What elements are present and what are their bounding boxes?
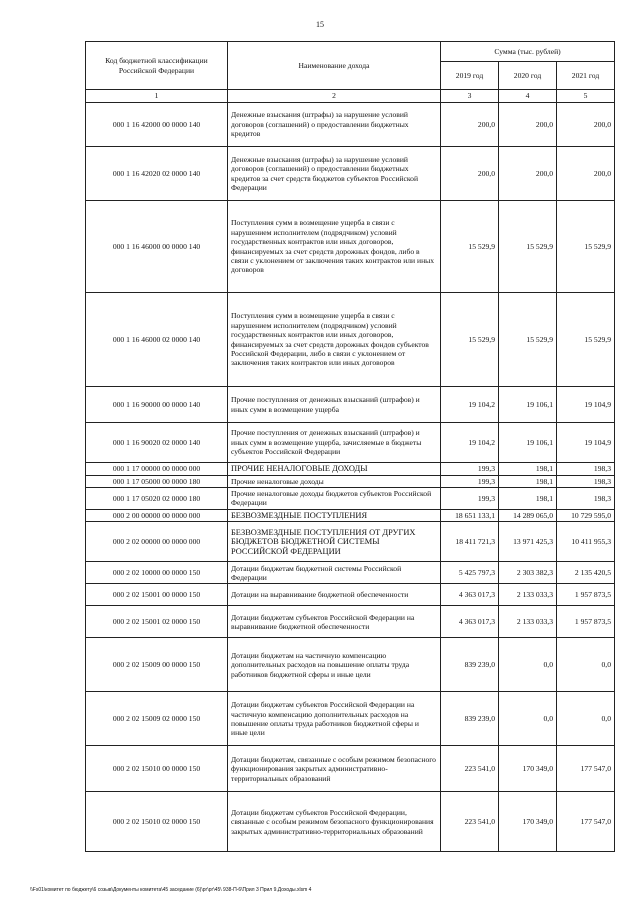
amount-2019-cell: 15 529,9 (441, 201, 499, 293)
budget-code-cell: 000 1 17 05000 00 0000 180 (86, 475, 228, 487)
amount-2021-cell: 10 729 595,0 (557, 509, 615, 522)
revenue-name-cell: Дотации бюджетам, связанные с особым режимом безопасного функционирования закрытых административно-территориальных образований (228, 746, 441, 792)
table-row (86, 475, 615, 487)
amount-2019-cell: 18 411 721,3 (441, 522, 499, 562)
amount-2021-cell: 19 104,9 (557, 387, 615, 423)
budget-code-cell: 000 2 02 15009 02 0000 150 (86, 692, 228, 746)
column-index: 3 (441, 90, 499, 103)
budget-code-cell: 000 1 17 00000 00 0000 000 (86, 463, 228, 476)
amount-2020-cell: 15 529,9 (499, 201, 557, 293)
amount-2021-cell: 1 957 873,5 (557, 584, 615, 606)
amount-2019-cell: 4 363 017,3 (441, 584, 499, 606)
amount-2020-cell: 200,0 (499, 147, 557, 201)
amount-2019-cell: 839 239,0 (441, 692, 499, 746)
amount-2020-cell: 200,0 (499, 103, 557, 147)
budget-code-cell: 000 2 02 15009 00 0000 150 (86, 638, 228, 692)
table-row (86, 792, 615, 852)
budget-code-cell: 000 2 02 15001 00 0000 150 (86, 584, 228, 606)
amount-2020-cell: 13 971 425,3 (499, 522, 557, 562)
amount-2021-cell: 1 957 873,5 (557, 606, 615, 638)
table-row (86, 584, 615, 606)
amount-2021-cell: 200,0 (557, 147, 615, 201)
amount-2019-cell: 19 104,2 (441, 387, 499, 423)
revenue-name-cell: Денежные взыскания (штрафы) за нарушение условий договоров (соглашений) о предоставлении бюджетных кредитов за счет средств бюджетов субъектов Российской Федерации (228, 147, 441, 201)
revenue-name-cell: БЕЗВОЗМЕЗДНЫЕ ПОСТУПЛЕНИЯ (228, 509, 441, 522)
amount-2021-cell: 177 547,0 (557, 792, 615, 852)
budget-code-cell: 000 1 16 46000 02 0000 140 (86, 293, 228, 387)
budget-code-cell: 000 1 16 90000 00 0000 140 (86, 387, 228, 423)
amount-2019-cell: 4 363 017,3 (441, 606, 499, 638)
amount-2020-cell: 0,0 (499, 638, 557, 692)
table-row (86, 746, 615, 792)
amount-2020-cell: 170 349,0 (499, 792, 557, 852)
budget-code-cell: 000 2 02 00000 00 0000 000 (86, 522, 228, 562)
revenue-name-cell: Дотации бюджетам субъектов Российской Федерации, связанные с особым режимом безопасного функционирования закрытых административно-территориальных образований (228, 792, 441, 852)
header-year-2021: 2021 год (557, 62, 615, 90)
revenue-name-cell: Денежные взыскания (штрафы) за нарушение условий договоров (соглашений) о предоставлении бюджетных кредитов (228, 103, 441, 147)
amount-2021-cell: 198,3 (557, 488, 615, 510)
header-code: Код бюджетной классификации Российской Федерации (86, 42, 228, 90)
amount-2019-cell: 5 425 797,3 (441, 562, 499, 584)
table-row (86, 522, 615, 562)
revenue-name-cell: ПРОЧИЕ НЕНАЛОГОВЫЕ ДОХОДЫ (228, 463, 441, 476)
amount-2020-cell: 198,1 (499, 463, 557, 476)
table-row (86, 387, 615, 423)
column-index: 2 (228, 90, 441, 103)
amount-2020-cell: 170 349,0 (499, 746, 557, 792)
revenue-name-cell: БЕЗВОЗМЕЗДНЫЕ ПОСТУПЛЕНИЯ ОТ ДРУГИХ БЮДЖЕТОВ БЮДЖЕТНОЙ СИСТЕМЫ РОССИЙСКОЙ ФЕДЕРАЦИИ (228, 522, 441, 562)
amount-2019-cell: 199,3 (441, 463, 499, 476)
revenue-name-cell: Дотации бюджетам на частичную компенсацию дополнительных расходов на повышение оплаты труда работников бюджетной сферы и иные цели (228, 638, 441, 692)
budget-code-cell: 000 1 16 46000 00 0000 140 (86, 201, 228, 293)
table-row (86, 562, 615, 584)
amount-2020-cell: 2 133 033,3 (499, 584, 557, 606)
amount-2019-cell: 200,0 (441, 103, 499, 147)
header-year-2019: 2019 год (441, 62, 499, 90)
budget-code-cell: 000 1 16 90020 02 0000 140 (86, 423, 228, 463)
column-index: 4 (499, 90, 557, 103)
revenue-name-cell: Поступления сумм в возмещение ущерба в связи с нарушением исполнителем (подрядчиком) условий государственных контрактов или иных договоров, финансируемых за счет средств дорожных фондов субъектов Российской Федерации, либо в связи с уклонением от заключения таких контрактов или иных договоров (228, 293, 441, 387)
amount-2021-cell: 0,0 (557, 692, 615, 746)
budget-code-cell: 000 2 02 15010 02 0000 150 (86, 792, 228, 852)
budget-code-cell: 000 2 02 10000 00 0000 150 (86, 562, 228, 584)
budget-code-cell: 000 2 02 15010 00 0000 150 (86, 746, 228, 792)
budget-code-cell: 000 1 16 42020 02 0000 140 (86, 147, 228, 201)
revenue-name-cell: Дотации бюджетам бюджетной системы Российской Федерации (228, 562, 441, 584)
table-row (86, 201, 615, 293)
amount-2020-cell: 19 106,1 (499, 423, 557, 463)
amount-2019-cell: 200,0 (441, 147, 499, 201)
table-row (86, 103, 615, 147)
amount-2021-cell: 2 135 420,5 (557, 562, 615, 584)
revenue-name-cell: Дотации бюджетам субъектов Российской Федерации на частичную компенсацию дополнительных расходов на повышение оплаты труда работников бюджетной сферы и иные цели (228, 692, 441, 746)
table-row (86, 147, 615, 201)
column-index: 1 (86, 90, 228, 103)
header-sum: Сумма (тыс. рублей) (441, 42, 615, 62)
amount-2019-cell: 839 239,0 (441, 638, 499, 692)
column-index: 5 (557, 90, 615, 103)
amount-2020-cell: 198,1 (499, 475, 557, 487)
revenue-name-cell: Прочие поступления от денежных взысканий (штрафов) и иных сумм в возмещение ущерба (228, 387, 441, 423)
amount-2020-cell: 15 529,9 (499, 293, 557, 387)
header-year-2020: 2020 год (499, 62, 557, 90)
revenue-name-cell: Дотации бюджетам субъектов Российской Федерации на выравнивание бюджетной обеспеченности (228, 606, 441, 638)
amount-2019-cell: 223 541,0 (441, 746, 499, 792)
table-row (86, 423, 615, 463)
revenue-name-cell: Дотации на выравнивание бюджетной обеспеченности (228, 584, 441, 606)
column-index-row (86, 90, 615, 103)
file-path-footer: \\Fs01\комитет по бюджету\6 созыв\Документы комитета\45 заседание (6)\рг\рг\45\ 938-П-6\Прил 3 Прил 9.Доходы.xlsm 4 (30, 887, 312, 893)
revenue-name-cell: Прочие поступления от денежных взысканий (штрафов) и иных сумм в возмещение ущерба, зачисляемые в бюджеты субъектов Российской Федерации (228, 423, 441, 463)
amount-2020-cell: 19 106,1 (499, 387, 557, 423)
amount-2019-cell: 15 529,9 (441, 293, 499, 387)
page-number: 15 (316, 20, 324, 29)
amount-2020-cell: 2 303 382,3 (499, 562, 557, 584)
amount-2019-cell: 199,3 (441, 475, 499, 487)
amount-2019-cell: 223 541,0 (441, 792, 499, 852)
amount-2019-cell: 18 651 133,1 (441, 509, 499, 522)
table-row (86, 638, 615, 692)
revenue-name-cell: Поступления сумм в возмещение ущерба в связи с нарушением исполнителем (подрядчиком) условий государственных контрактов или иных договоров, финансируемых за счет средств дорожных фондов, либо в связи с уклонением от заключения таких контрактов или иных договоров (228, 201, 441, 293)
table-row (86, 293, 615, 387)
revenue-name-cell: Прочие неналоговые доходы бюджетов субъектов Российской Федерации (228, 488, 441, 510)
amount-2019-cell: 199,3 (441, 488, 499, 510)
table-row (86, 509, 615, 522)
amount-2021-cell: 177 547,0 (557, 746, 615, 792)
budget-code-cell: 000 2 00 00000 00 0000 000 (86, 509, 228, 522)
amount-2020-cell: 2 133 033,3 (499, 606, 557, 638)
table-row (86, 606, 615, 638)
amount-2019-cell: 19 104,2 (441, 423, 499, 463)
amount-2021-cell: 198,3 (557, 475, 615, 487)
amount-2021-cell: 15 529,9 (557, 201, 615, 293)
table-row (86, 692, 615, 746)
revenue-name-cell: Прочие неналоговые доходы (228, 475, 441, 487)
budget-code-cell: 000 1 16 42000 00 0000 140 (86, 103, 228, 147)
amount-2021-cell: 15 529,9 (557, 293, 615, 387)
revenue-table (85, 41, 615, 852)
amount-2021-cell: 19 104,9 (557, 423, 615, 463)
table-row (86, 463, 615, 476)
budget-code-cell: 000 1 17 05020 02 0000 180 (86, 488, 228, 510)
amount-2021-cell: 0,0 (557, 638, 615, 692)
amount-2021-cell: 198,3 (557, 463, 615, 476)
amount-2020-cell: 0,0 (499, 692, 557, 746)
amount-2020-cell: 14 289 065,0 (499, 509, 557, 522)
amount-2020-cell: 198,1 (499, 488, 557, 510)
table-row (86, 488, 615, 510)
budget-code-cell: 000 2 02 15001 02 0000 150 (86, 606, 228, 638)
amount-2021-cell: 200,0 (557, 103, 615, 147)
amount-2021-cell: 10 411 955,3 (557, 522, 615, 562)
header-name: Наименование дохода (228, 42, 441, 90)
